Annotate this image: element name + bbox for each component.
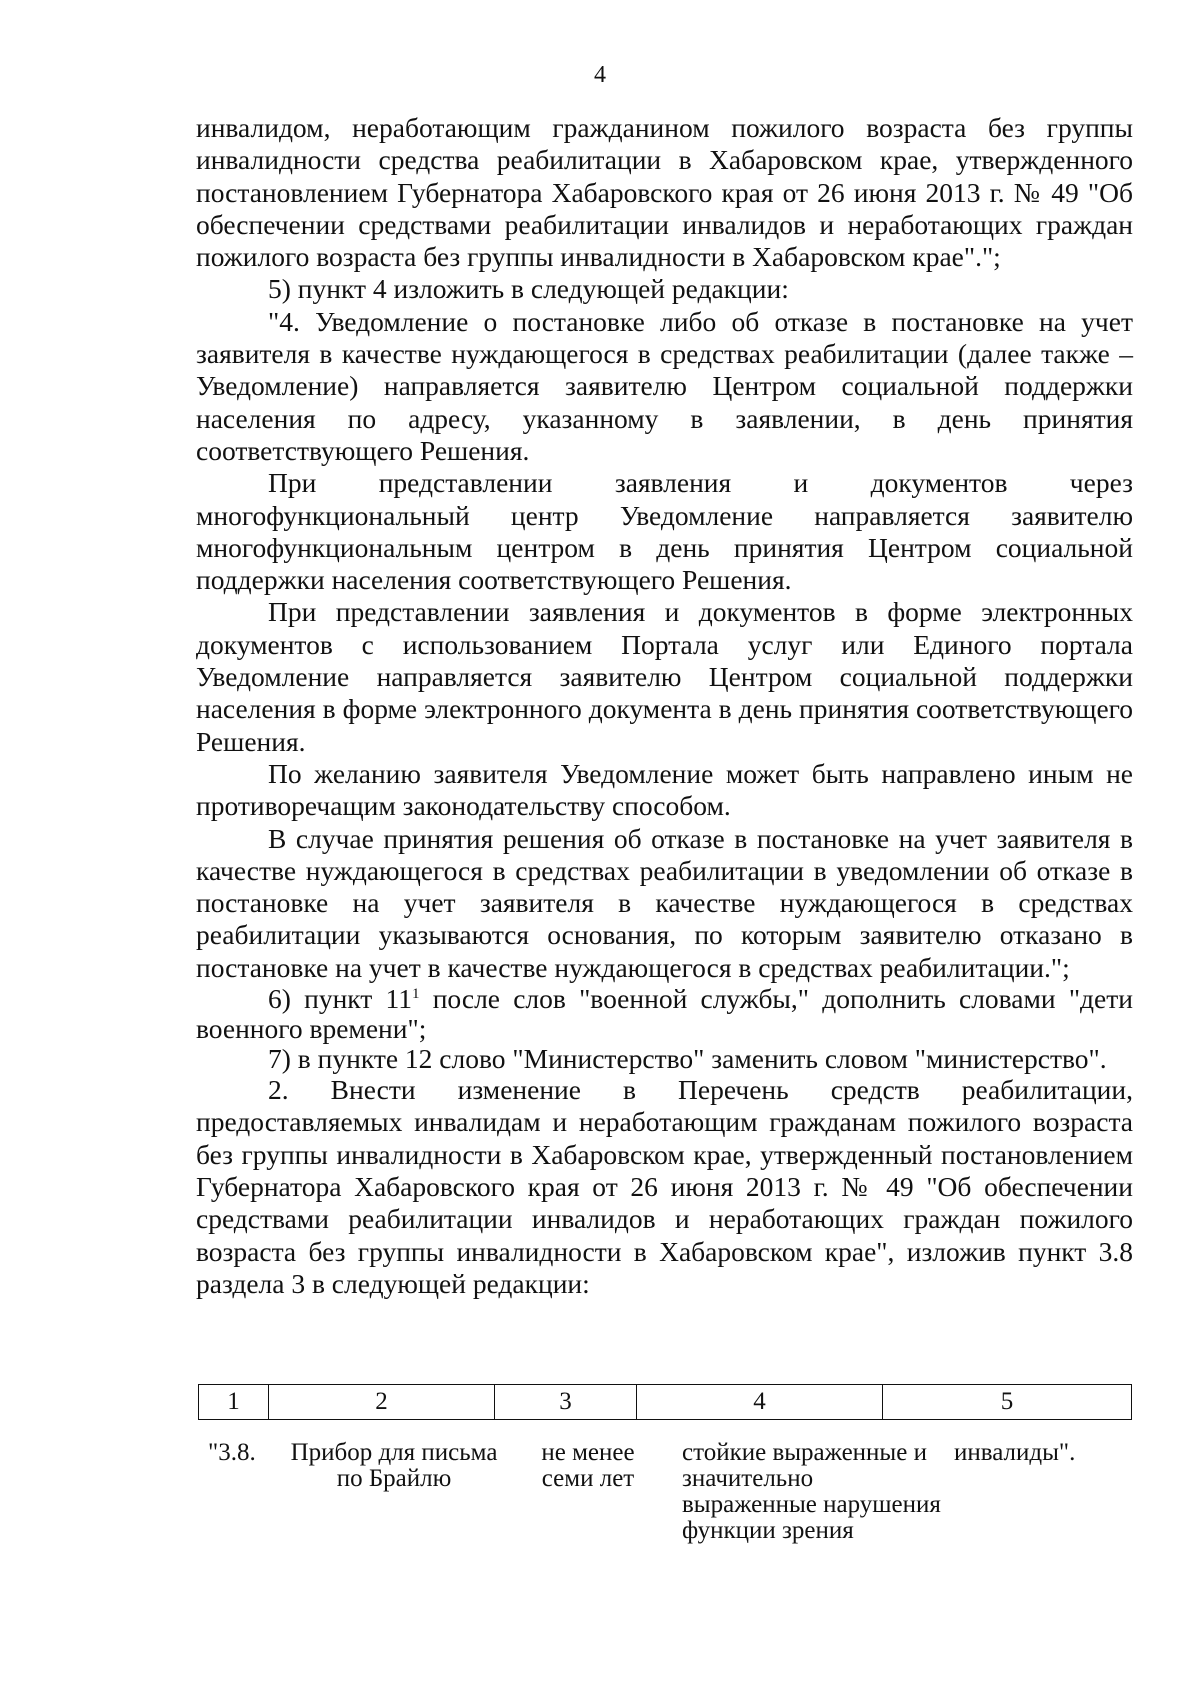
table-header-cell: 3 [495, 1385, 637, 1420]
paragraph-continuation: инвалидом, неработающим гражданином пожилого возраста без группы инвалидности средства реабилитации в Хабаровском крае, утвержденного постановлением Губернатора Хабаровского края от 26 июня 2013 г. № 49 "Об обеспечении средствами реабилитации инвалидов и неработающих граждан пожилого возраста без группы инвалидности в Хабаровском крае"."; [196, 112, 1133, 273]
table-header-cell: 4 [637, 1385, 883, 1420]
paragraph-other-method: По желанию заявителя Уведомление может быть направлено иным не противоречащим законодательству способом. [196, 757, 1133, 822]
item-6-text-after: после слов "военной службы," дополнить словами "дети военного времени"; [196, 983, 1133, 1045]
row-condition: стойкие выраженные и значительно выраженные нарушения функции зрения [682, 1439, 941, 1544]
table-header-cell: 1 [199, 1385, 269, 1420]
paragraph-item-5: 5) пункт 4 изложить в следующей редакции: [268, 273, 789, 305]
table-header-cell: 2 [269, 1385, 495, 1420]
paragraph-item-6 [196, 984, 1133, 1044]
table-header-cell: 5 [883, 1385, 1132, 1420]
row-category: инвалиды". [954, 1439, 1076, 1466]
paragraph-item-2: 2. Внести изменение в Перечень средств реабилитации, предоставляемых инвалидам и неработающим гражданам пожилого возраста без группы инвалидности в Хабаровском крае, утвержденный постановлением Губернатора Хабаровского края от 26 июня 2013 г. № 49 "Об обеспечении средствами реабилитации инвалидов и неработающих граждан пожилого возраста без группы инвалидности в Хабаровском крае", изложив пункт 3.8 раздела 3 в следующей редакции: [196, 1074, 1133, 1299]
row-term: не менее семи лет [541, 1439, 635, 1492]
paragraph-mfc: При представлении заявления и документов через многофункциональный центр Уведомление направляется заявителю многофункциональным центром в день принятия Центром социальной поддержки населения соответствующего Решения. [196, 467, 1133, 596]
row-device-name: Прибор для письма по Брайлю [290, 1439, 498, 1492]
paragraph-item-7: 7) в пункте 12 слово "Министерство" заменить словом "министерство". [268, 1043, 1107, 1075]
document-body [196, 112, 1133, 1300]
paragraph-electronic: При представлении заявления и документов в форме электронных документов с использованием Портала услуг или Единого портала Уведомление направляется заявителю Центром социальной поддержки населения в форме электронного документа в день принятия соответствующего Решения. [196, 596, 1133, 757]
paragraph-refusal: В случае принятия решения об отказе в постановке на учет заявителя в качестве нуждающегося в средствах реабилитации в уведомлении об отказе в постановке на учет заявителя в качестве нуждающегося в средствах реабилитации указываются основания, по которым заявителю отказано в постановке на учет в качестве нуждающегося в средствах реабилитации."; [196, 822, 1133, 983]
table-header-row [198, 1384, 1132, 1420]
row-number: "3.8. [208, 1439, 256, 1466]
item-6-text-before: 6) пункт 11 [268, 983, 412, 1015]
paragraph-point-4: "4. Уведомление о постановке либо об отказе в постановке на учет заявителя в качестве нуждающегося в средствах реабилитации (далее также – Уведомление) направляется заявителю Центром социальной поддержки населения по адресу, указанному в заявлении, в день принятия соответствующего Решения. [196, 305, 1133, 466]
item-6-superscript: 1 [412, 985, 420, 1002]
page-number: 4 [594, 62, 606, 88]
